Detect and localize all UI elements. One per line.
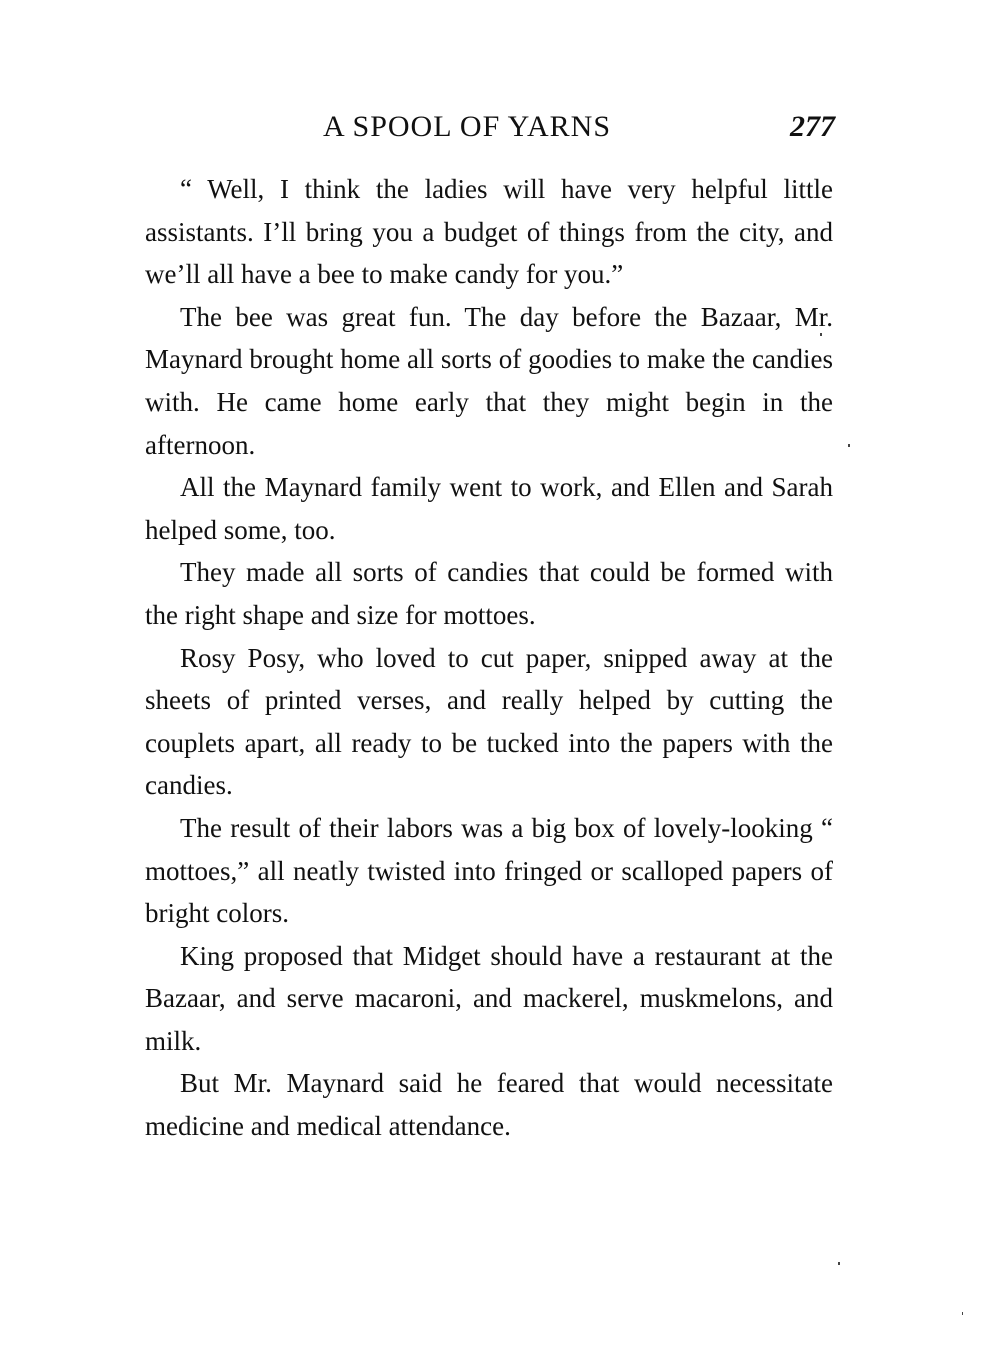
paragraph: The result of their labors was a big box of lovely-looking “ mottoes,” all neatly twisted into fringed or scalloped papers of bright colors.: [145, 812, 833, 929]
paragraph: All the Maynard family went to work, and Ellen and Sarah helped some, too.: [145, 472, 833, 545]
body-text: [145, 168, 833, 1148]
paragraph: But Mr. Maynard said he feared that would necessitate medicine and medical attendance.: [145, 1068, 833, 1142]
paragraph: Rosy Posy, who loved to cut paper, snipped away at the sheets of printed verses, and really helped by cutting the couplets apart, all ready to be tucked into the papers with the candies.: [145, 642, 833, 801]
print-speck: [838, 1262, 840, 1265]
running-title: A SPOOL OF YARNS: [323, 110, 612, 143]
print-speck: [848, 444, 850, 447]
paragraph: The bee was great fun. The day before the Bazaar, Mr. Maynard brought home all sorts of goodies to make the candies with. He came home early that they might begin in the afternoon.: [145, 301, 833, 460]
running-head: [145, 110, 835, 150]
paragraph: King proposed that Midget should have a restaurant at the Bazaar, and serve macaroni, and mackerel, muskmelons, and milk.: [145, 940, 833, 1056]
paragraph: They made all sorts of candies that could be formed with the right shape and size for mottoes.: [145, 557, 833, 630]
paragraph: “ Well, I think the ladies will have very helpful little assistants. I’ll bring you a budget of things from the city, and we’ll all have a bee to make candy for you.”: [145, 174, 833, 290]
print-speck: [820, 333, 822, 336]
print-speck: [962, 1312, 963, 1315]
page-number: 277: [790, 110, 835, 143]
